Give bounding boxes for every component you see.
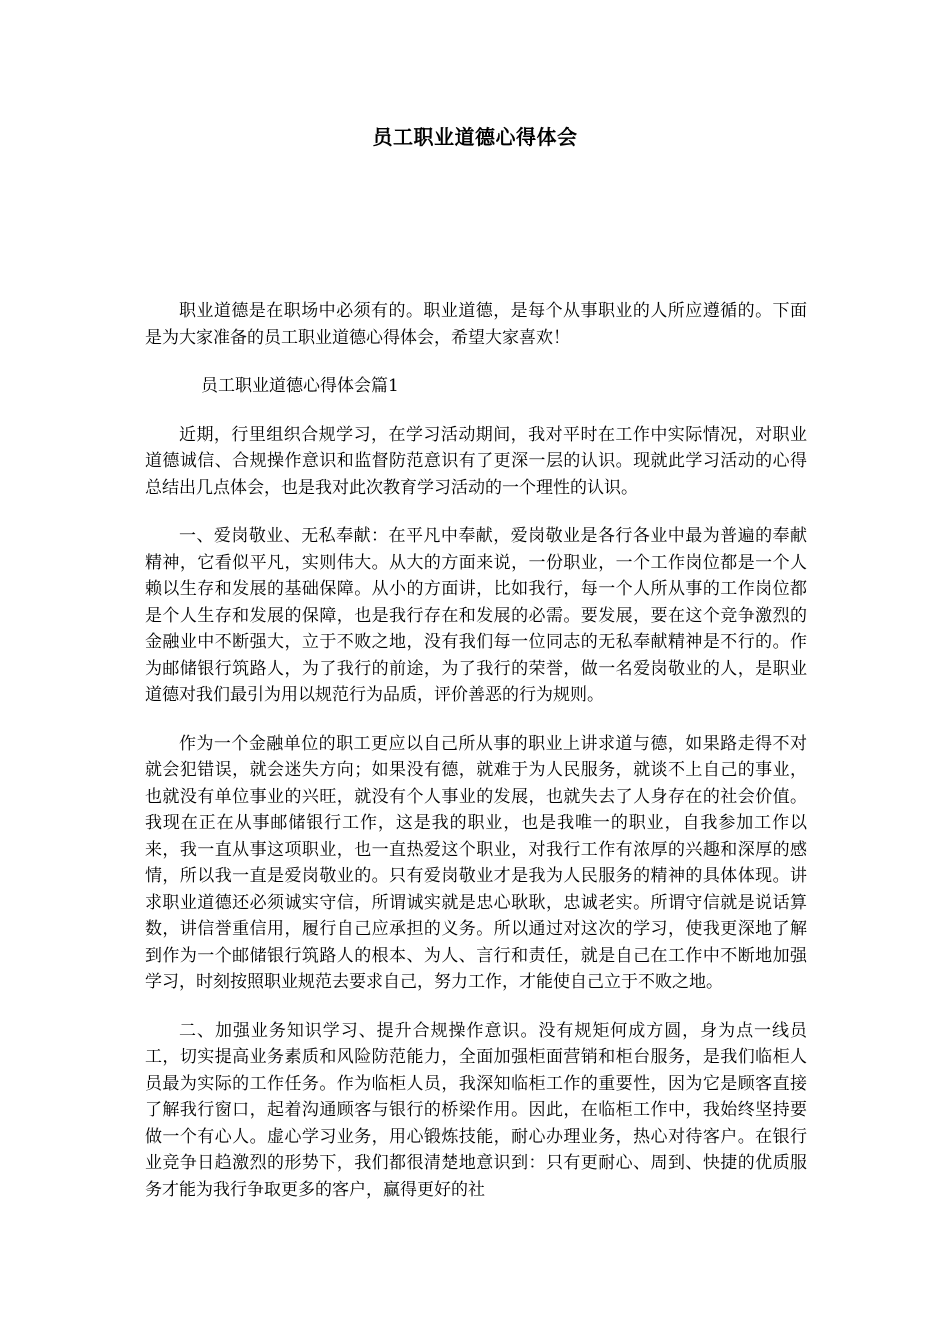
body-paragraph: 一、爱岗敬业、无私奉献：在平凡中奉献，爱岗敬业是各行各业中最为普遍的奉献精神，它看似平凡，实则伟大。从大的方面来说，一份职业，一个工作岗位都是一个人赖以生存和发展的基础保障。从小的方面讲，比如我行，每一个人所从事的工作岗位都是个人生存和发展的保障，也是我行存在和发展的必需。要发展，要在这个竞争激烈的金融业中不断强大，立于不败之地，没有我们每一位同志的无私奉献精神是不行的。作为邮储银行筑路人，为了我行的前途，为了我行的荣誉，做一名爱岗敬业的人，是职业道德对我们最引为用以规范行为品质，评价善恶的行为规则。 xyxy=(145,526,807,705)
document-title: 员工职业道德心得体会 xyxy=(372,125,578,149)
section-heading: 员工职业道德心得体会篇1 xyxy=(201,376,399,396)
document-body xyxy=(145,298,807,1225)
body-paragraph: 二、加强业务知识学习、提升合规操作意识。没有规矩何成方圆，身为点一线员工，切实提高业务素质和风险防范能力，全面加强柜面营销和柜台服务，是我们临柜人员最为实际的工作任务。作为临柜人员，我深知临柜工作的重要性，因为它是顾客直接了解我行窗口，起着沟通顾客与银行的桥梁作用。因此，在临柜工作中，我始终坚持要做一个有心人。虚心学习业务，用心锻炼技能，耐心办理业务，热心对待客户。在银行业竞争日趋激烈的形势下，我们都很清楚地意识到：只有更耐心、周到、快捷的优质服务才能为我行争取更多的客户，赢得更好的社 xyxy=(145,1020,807,1200)
body-paragraph: 作为一个金融单位的职工更应以自己所从事的职业上讲求道与德，如果路走得不对就会犯错误，就会迷失方向；如果没有德，就难于为人民服务，就谈不上自己的事业，也就没有单位事业的兴旺，就没有个人事业的发展，也就失去了人身存在的社会价值。我现在正在从事邮储银行工作，这是我的职业，也是我唯一的职业，自我参加工作以来，我一直从事这项职业，也一直热爱这个职业，对我行工作有浓厚的兴趣和深厚的感情，所以我一直是爱岗敬业的。只有爱岗敬业才是我为人民服务的精神的具体体现。讲求职业道德还必须诚实守信，所谓诚实就是忠心耿耿，忠诚老实。所谓守信就是说话算数，讲信誉重信用，履行自己应承担的义务。所以通过对这次的学习，使我更深地了解到作为一个邮储银行筑路人的根本、为人、言行和责任，就是自己在工作中不断地加强学习，时刻按照职业规范去要求自己，努力工作，才能使自己立于不败之地。 xyxy=(145,733,807,992)
body-paragraph: 近期，行里组织合规学习，在学习活动期间，我对平时在工作中实际情况，对职业道德诚信、合规操作意识和监督防范意识有了更深一层的认识。现就此学习活动的心得总结出几点体会，也是我对此次教育学习活动的一个理性的认识。 xyxy=(145,424,807,498)
intro-paragraph: 职业道德是在职场中必须有的。职业道德，是每个从事职业的人所应遵循的。下面是为大家准备的员工职业道德心得体会，希望大家喜欢！ xyxy=(145,301,807,348)
